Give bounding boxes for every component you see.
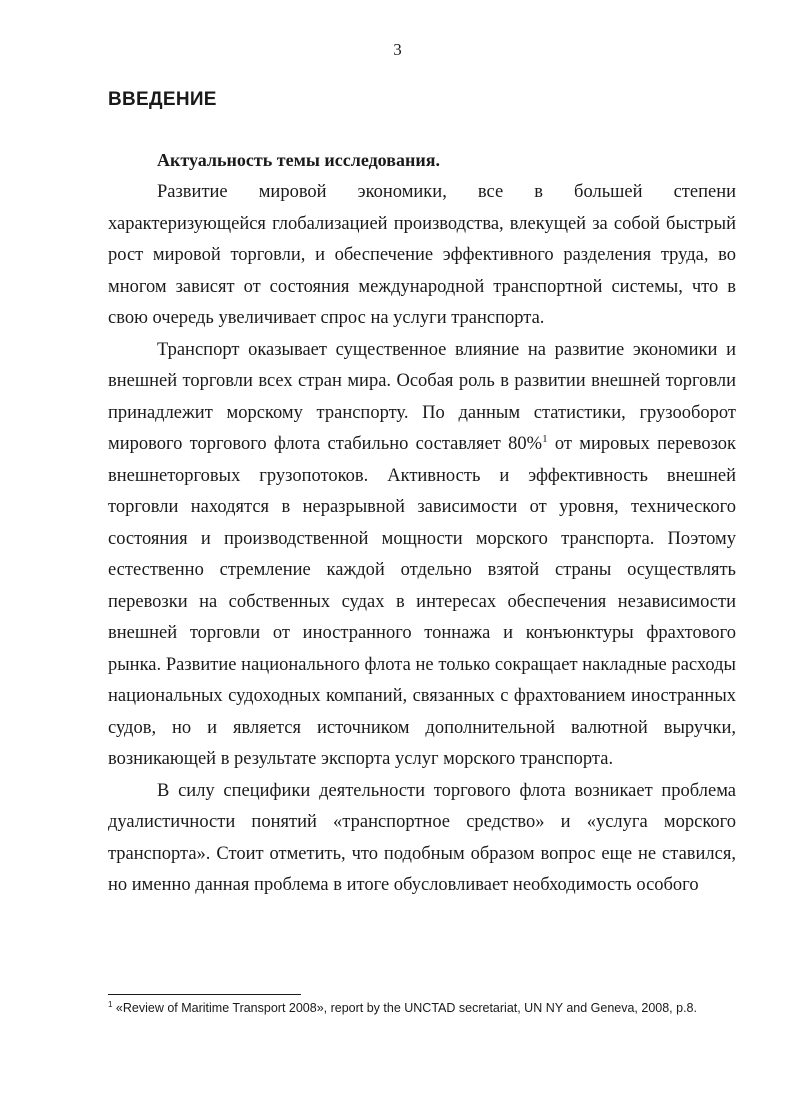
paragraph-2-text-after-ref: от мировых перевозок внешнеторговых грузопотоков. Активность и эффективность внешней торговли находятся в неразрывной зависимости от уровня, технического состояния и производственной мощности морского транспорта. Поэтому естественно стремление каждой отдельно взятой страны осуществлять перевозки на собственных судах в интересах обеспечения независимости внешней торговли от иностранного тоннажа и конъюнктуры фрахтового рынка. Развитие национального флота не только сокращает накладные расходы национальных судоходных компаний, связанных с фрахтованием иностранных судов, но и является источником дополнительной валютной выручки, возникающей в результате экспорта услуг морского транспорта. bbox=[108, 434, 737, 769]
footnote-reference: 1 bbox=[542, 432, 548, 445]
paragraph-3: В силу специфики деятельности торгового флота возникает проблема дуалистичности понятий «транспортное средство» и «услуга морского транспорта». Стоит отметить, что подобным образом вопрос еще не ставился, но именно данная проблема в итоге обусловливает необходимость особого bbox=[108, 780, 736, 895]
footnote-text: «Review of Maritime Transport 2008», report by the UNCTAD secretariat, UN NY and Geneva, 2008, p.8. bbox=[112, 1001, 697, 1015]
section-heading: ВВЕДЕНИЕ bbox=[108, 89, 217, 110]
body-text bbox=[108, 177, 736, 902]
paragraph-2 bbox=[108, 335, 736, 776]
footnote bbox=[108, 1001, 748, 1015]
paragraph-1: Развитие мировой экономики, все в большей степени характеризующейся глобализацией производства, влекущей за собой быстрый рост мировой торговли, и обеспечение эффективного разделения труда, во многом зависят от состояния международной транспортной системы, что в свою очередь увеличивает спрос на услуги транспорта. bbox=[108, 182, 736, 328]
paragraph-2-text-before-ref: Транспорт оказывает существенное влияние на развитие экономики и внешней торговли всех стран мира. Особая роль в развитии внешней торговли принадлежит морскому транспорту. По данным статистики, грузооборот мирового торгового флота стабильно составляет 80% bbox=[108, 339, 736, 454]
footnote-marker: 1 bbox=[108, 999, 113, 1009]
subheading: Актуальность темы исследования. bbox=[157, 150, 440, 170]
footnote-separator bbox=[108, 994, 301, 995]
page-number: 3 bbox=[393, 40, 402, 59]
